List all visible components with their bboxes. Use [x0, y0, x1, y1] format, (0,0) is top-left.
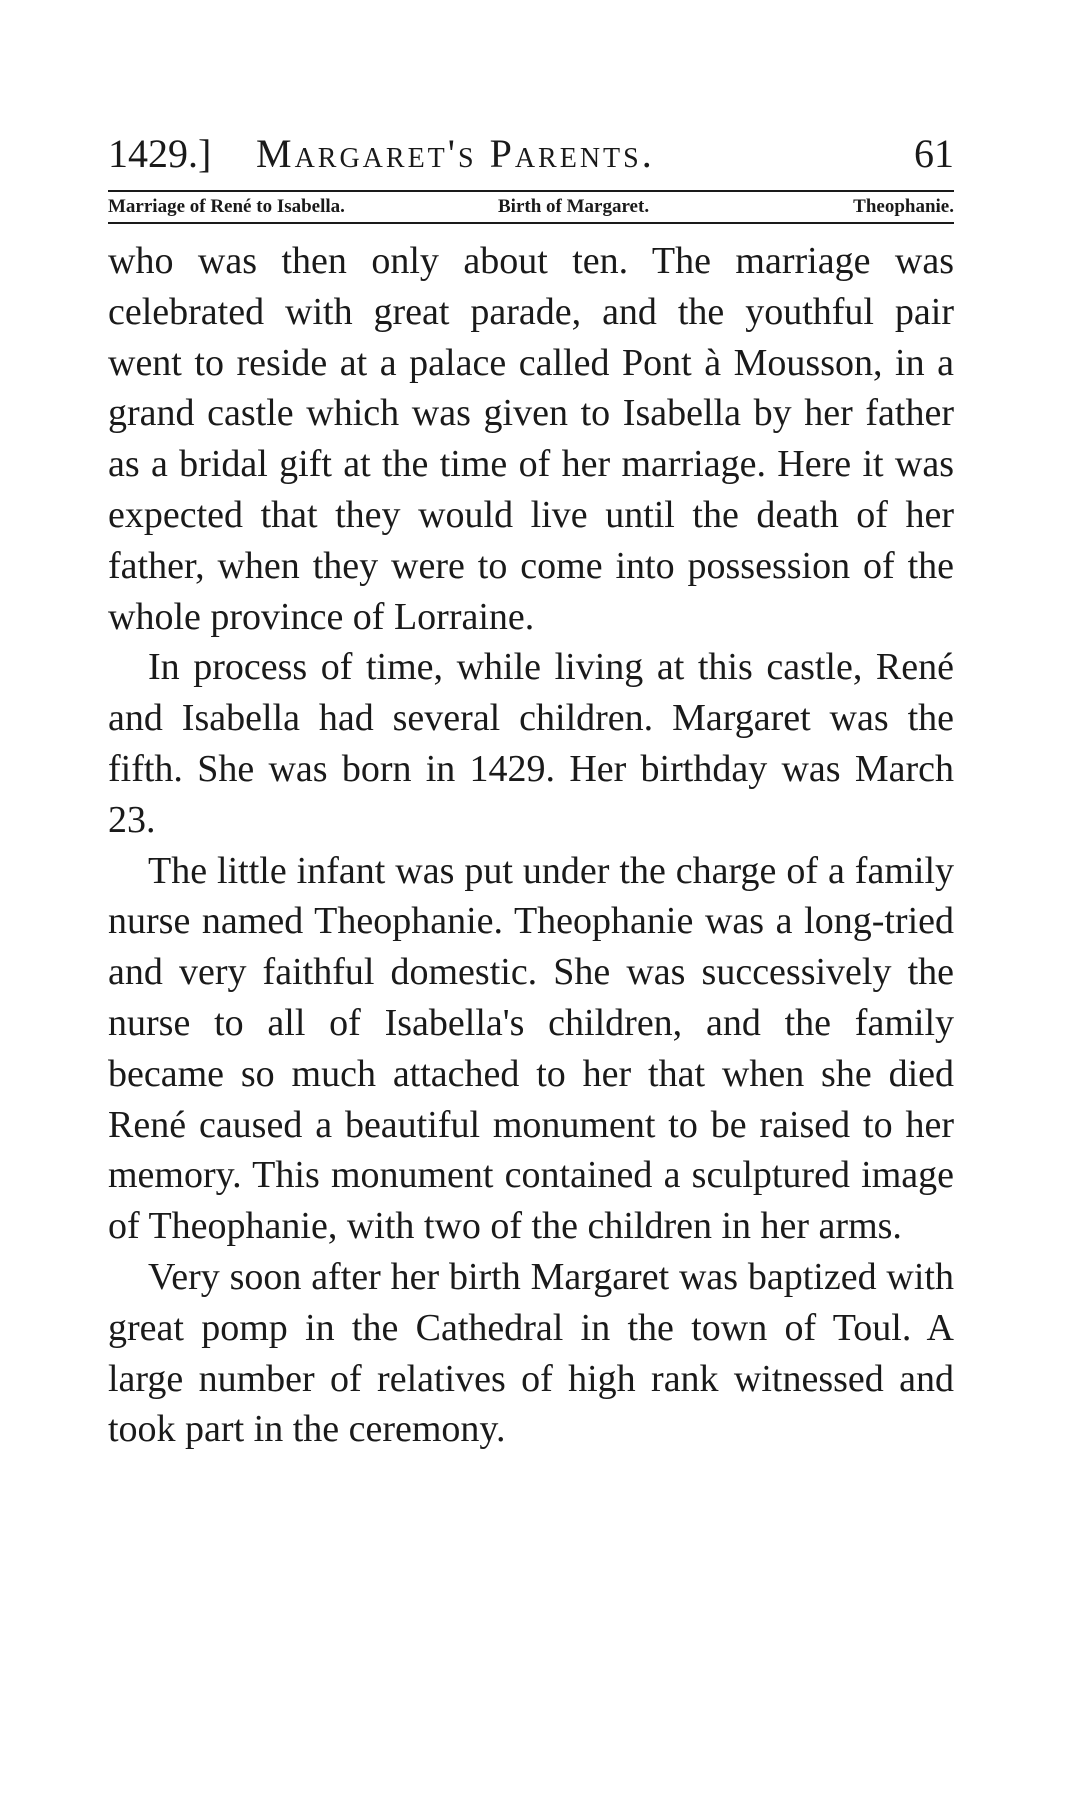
paragraph-3: The little infant was put under the charge of a family nurse named Theophanie. Theophanie was a long-tried and very faithful domestic. She was successively the nurse to all of Isabella's children, and the family became so much attached to her that when she died René caused a beautiful monument to be raised to her memory. This monument contained a sculptured image of Theophanie, with two of the children in her arms. [108, 849, 954, 1248]
paragraph-1: who was then only about ten. The marriage was celebrated with great parade, and the youthful pair went to reside at a palace called Pont à Mousson, in a grand castle which was given to Isabella by her father as a bridal gift at the time of her marriage. Here it was expected that they would live until the death of her father, when they were to come into possession of the whole province of Lorraine. [108, 240, 954, 638]
paragraph-2: In process of time, while living at this castle, René and Isabella had several children. Margaret was the fifth. She was born in 1429. Her birthday was March 23. [108, 646, 954, 841]
subhead-center: Birth of Margaret. [498, 196, 650, 217]
body-text [108, 236, 954, 1455]
running-head-title: Margaret's Parents. [256, 131, 655, 176]
header-rule-bottom [108, 222, 954, 224]
marginal-subheads [108, 192, 954, 222]
running-head [108, 128, 954, 180]
book-page [108, 128, 954, 1455]
subhead-right: Theophanie. [853, 196, 954, 217]
running-head-year: 1429.] [108, 131, 212, 176]
paragraph-4: Very soon after her birth Margaret was baptized with great pomp in the Cathedral in the town of Toul. A large number of relatives of high rank witnessed and took part in the ceremony. [108, 1255, 954, 1451]
subhead-left: Marriage of René to Isabella. [108, 196, 345, 217]
page-number: 61 [914, 131, 954, 176]
